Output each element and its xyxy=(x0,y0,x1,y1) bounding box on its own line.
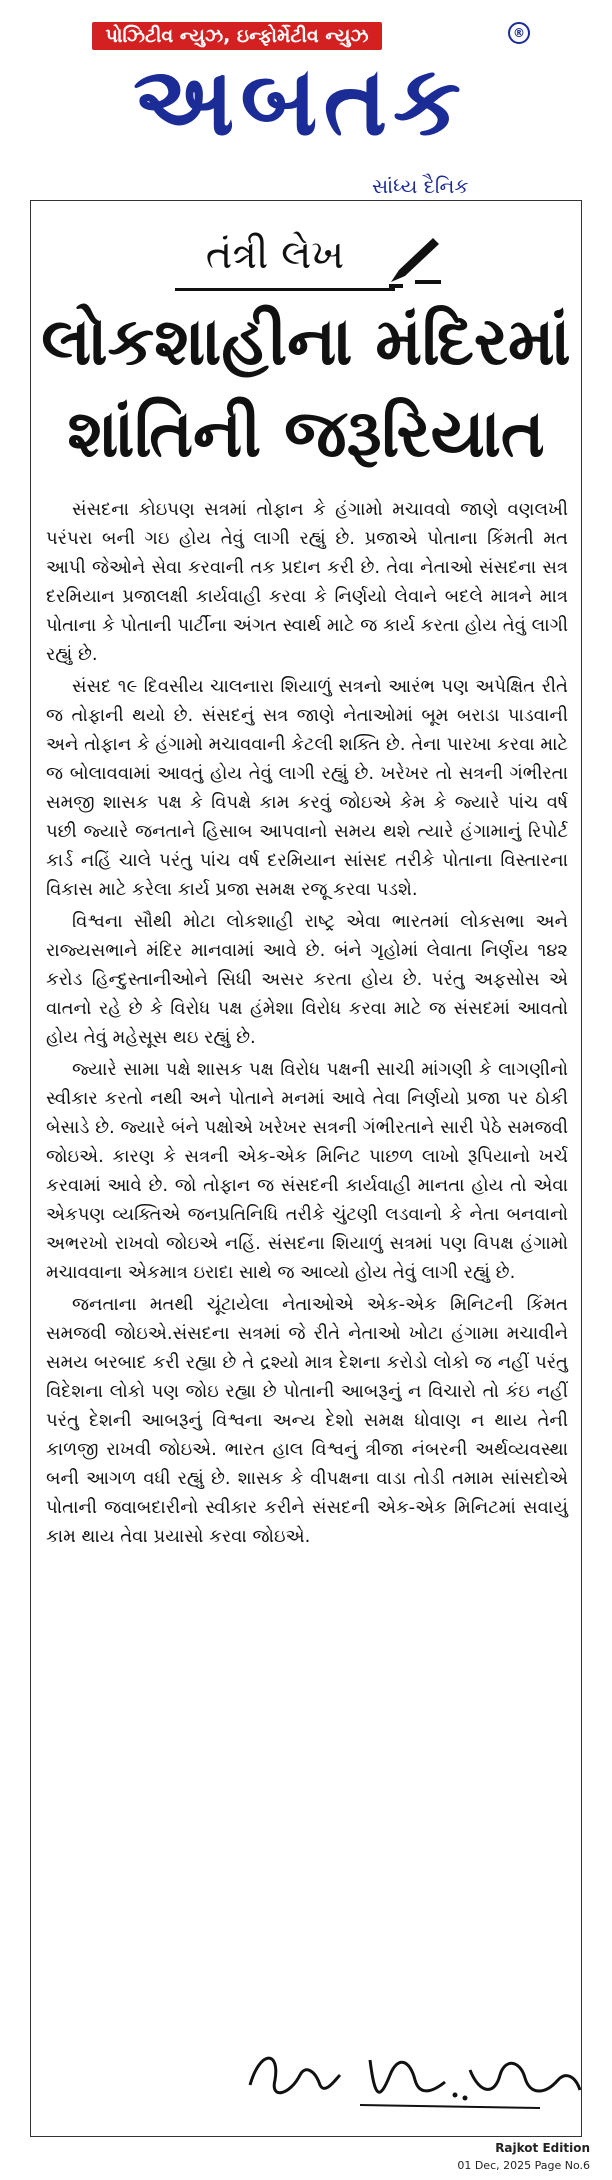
headline-line-1: લોકશાહીના મંદિરમાં xyxy=(41,303,571,380)
brand-logo: અબતક xyxy=(133,45,467,157)
section-label: તંત્રી લેખ xyxy=(205,232,345,278)
edition-type: સાંધ્ય દૈનિક xyxy=(372,174,469,198)
pen-icon xyxy=(385,230,445,290)
article-paragraph: સંસદના કોઇપણ સત્રમાં તોફાન કે હંગામો મચાવવો જાણે વણલખી પરંપરા બની ગઇ હોય તેવું લાગી રહ્યું છે. પ્રજાએ પોતાના કિંમતી મત આપી જેઓને સેવા કરવાની તક પ્રદાન કરી છે. તેવા નેતાઓ સંસદના સત્ર દરમિયાન પ્રજાલક્ષી કાર્યવાહી કરવા કે નિર્ણયો લેવાને બદલે માત્રને માત્ર પોતાના કે પોતાની પાર્ટીના અંગત સ્વાર્થ માટે જ કાર્ય કરતા હોય તેવું લાગી રહ્યું છે. xyxy=(46,499,568,665)
article-paragraph: વિશ્વના સૌથી મોટા લોકશાહી રાષ્ટ્ર એવા ભારતમાં લોકસભા અને રાજ્યસભાને મંદિર માનવામાં આવે છે. બંને ગૃહોમાં લેવાતા નિર્ણય ૧૪૨ કરોડ હિન્દુસ્તાનીઓને સિધી અસર કરતા હોય છે. પરંતુ અફસોસ એ વાતનો રહે છે કે વિરોધ પક્ષ હંમેશા વિરોધ કરવા માટે જ સંસદમાં આવતો હોય તેવું મહેસૂસ થઇ રહ્યું છે. xyxy=(46,911,568,1048)
masthead xyxy=(0,0,612,198)
registered-mark: ® xyxy=(508,22,530,44)
section-underline xyxy=(175,288,395,291)
headline xyxy=(40,296,572,480)
article-body xyxy=(46,495,568,1554)
article-paragraph: જનતાના મતથી ચૂંટાયેલા નેતાઓએ એક-એક મિનિટની કિંમત સમજવી જોઇએ.સંસદના સત્રમાં જે રીતે નેતાઓ ખોટા હંગામા મચાવીને સમય બરબાદ કરી રહ્યા છે તે દ્રશ્યો માત્ર દેશના કરોડો લોકો જ નહીં પરંતુ વિદેશના લોકો પણ જોઇ રહ્યા છે પોતાની આબરૂનું ન વિચારો તો કંઇ નહીં પરંતુ દેશની આબરૂનું વિશ્વના અન્ય દેશો સમક્ષ ધોવાણ ન થાય તેની કાળજી રાખવી જોઇએ. ભારત હાલ વિશ્વનું ત્રીજા નંબરની અર્થવ્યવસ્થા બની આગળ વધી રહ્યું છે. શાસક કે વીપક્ષના વાડા તોડી તમામ સાંસદોએ પોતાની જવાબદારીનો સ્વીકાર કરીને સંસદની એક-એક મિનિટમાં સવાયું કામ થાય તેવા પ્રયાસો કરવા જોઇએ. xyxy=(46,1294,568,1547)
article-paragraph: સંસદ ૧૯ દિવસીય ચાલનારા શિયાળું સત્રનો આરંભ પણ અપેક્ષિત રીતે જ તોફાની થયો છે. સંસદનું સત્ર જાણે નેતાઓમાં બૂમ બરાડા પાડવાની અને તોફાન કે હંગામો મચાવવાની કેટલી શક્તિ છે. તેના પારખા કરવા માટે જ બોલાવવામાં આવતું હોય તેવું લાગી રહ્યું છે. ખરેખર તો સત્રની ગંભીરતા સમજી શાસક પક્ષ કે વિપક્ષે કામ કરવું જોઇએ કેમ કે જ્યારે પાંચ વર્ષ પછી જ્યારે જનતાને હિસાબ આપવાનો સમય થશે ત્યારે હંગામાનું રિપોર્ટ કાર્ડ નહિં ચાલે પરંતુ પાંચ વર્ષ દરમિયાન સાંસદ તરીકે પોતાના વિસ્તારના વિકાસ માટે કરેલા કાર્ય પ્રજા સમક્ષ રજૂ કરવા પડશે. xyxy=(46,676,569,900)
tagline: પોઝિટીવ ન્યુઝ, ઇન્ફોર્મેટીવ ન્યુઝ xyxy=(92,22,382,50)
footer-edition: Rajkot Edition xyxy=(495,2141,590,2155)
footer-date-page: 01 Dec, 2025 Page No.6 xyxy=(457,2159,590,2172)
signature xyxy=(240,2040,590,2120)
article-paragraph: જ્યારે સામા પક્ષે શાસક પક્ષ વિરોધ પક્ષની સાચી માંગણી કે લાગણીનો સ્વીકાર કરતો નથી અને પોતાને મનમાં આવે તેવા નિર્ણયો પ્રજા પર ઠોકી બેસાડે છે. જ્યારે બંને પક્ષોએ ખરેખર સત્રની ગંભીરતાને સારી પેઠે સમજવી જોઇએ. કારણ કે સત્રની એક-એક મિનિટ પાછળ લાખો રૂપિયાનો ખર્ચ કરવામાં આવે છે. જો તોફાન જ સંસદની કાર્યવાહી માનતા હોય તો એવા એકપણ વ્યક્તિએ જનપ્રતિનિધિ તરીકે ચુંટણી લડવાનો કે નેતા બનવાનો અભરખો રાખવો જોઇએ નહિં. સંસદના શિયાળું સત્રમાં પણ વિપક્ષ હંગામો મચાવવાના એકમાત્ર ઇરાદા સાથે જ આવ્યો હોય તેવું લાગી રહ્યું છે. xyxy=(46,1059,568,1283)
headline-line-2: શાંતિની જરૂરિયાત xyxy=(67,395,545,472)
